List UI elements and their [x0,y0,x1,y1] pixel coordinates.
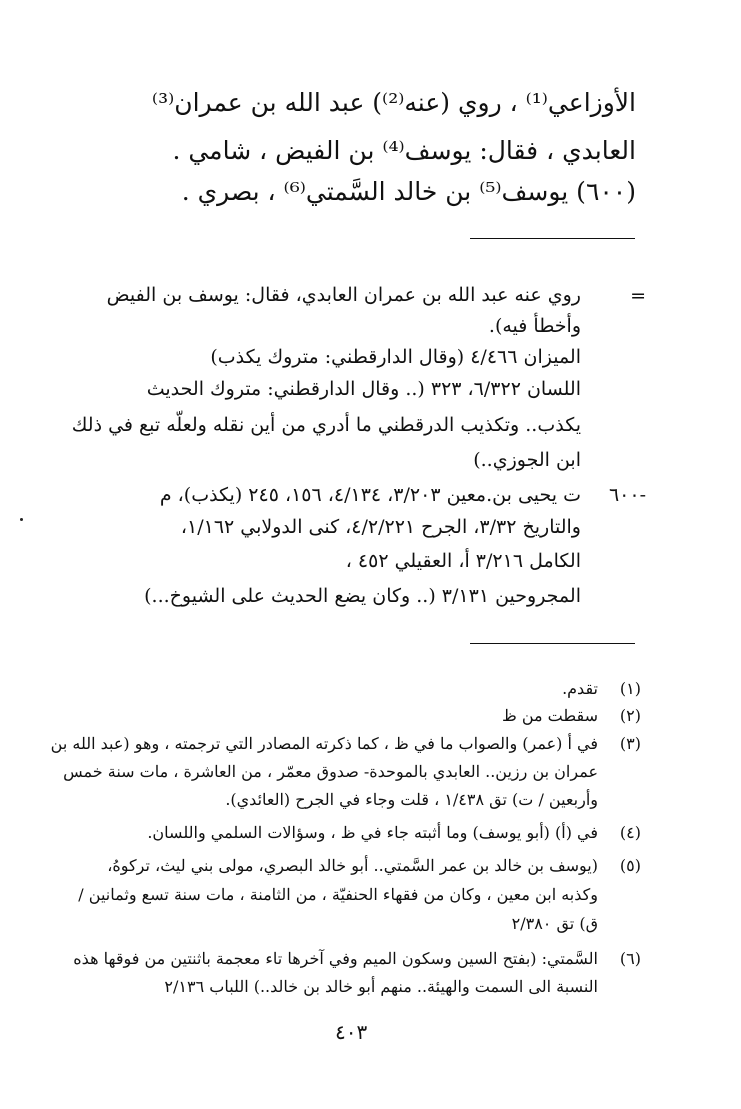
commentary-line: ت يحيى بن.معين ٣/٢٠٣، ٤/١٣٤، ١٥٦، ٢٤٥ (يكذب)، م [159,484,581,506]
continuation-marker: = [630,285,646,307]
main-text-line-2: العابدي ، فقال: يوسف⁽⁴⁾ بن الفيض ، شامي . [172,136,636,165]
footnote-text: عمران بن رزين.. العابدي بالموحدة- صدوق معمّر ، من العاشرة ، مات سنة خمس [63,762,598,781]
margin-speck [20,518,23,521]
entry-number: ٦٠٠- [608,484,646,506]
footnote-text: وأربعين / ت) تق ١/٤٣٨ ، قلت وجاء في الجرح (العائدي). [225,790,598,809]
footnote-text: وكذبه ابن معين ، وكان من فقهاء الحنفيّة ، من الثامنة ، مات سنة تسع وثمانين / [78,885,598,904]
footnote-number: (٥) [619,856,641,875]
footnote-number: (٣) [619,734,641,753]
footnote-number: (٢) [619,706,641,725]
main-text-separator [470,238,635,239]
commentary-line: والتاريخ ٣/٣٢، الجرح ٤/٢/٢٢١، كنى الدولابي ١/١٦٢، [180,516,581,538]
footnote-text: في أ (عمر) والصواب ما في ظ ، كما ذكرته المصادر التي ترجمته ، وهو (عبد الله بن [50,734,598,753]
footnote-separator [470,643,635,644]
commentary-line: الميزان ٤/٤٦٦ (وقال الدارقطني: متروك يكذب) [210,346,581,368]
footnote-text: ق) تق ٢/٣٨٠ [511,914,598,933]
footnote-number: (٦) [619,949,641,968]
commentary-line: وأخطأ فيه). [488,315,581,337]
footnote-text: النسبة الى السمت والهيئة.. منهم أبو خالد بن خالد..) اللباب ٢/١٣٦ [164,977,598,996]
footnote-number: (٤) [619,823,641,842]
commentary-line: اللسان ٦/٣٢٢، ٣٢٣ (.. وقال الدارقطني: متروك الحديث [146,378,581,400]
main-text-line-3: (٦٠٠) يوسف⁽⁵⁾ بن خالد السَّمتي⁽⁶⁾ ، بصري . [181,177,636,206]
commentary-line: ابن الجوزي..) [473,449,581,471]
commentary-line: روي عنه عبد الله بن عمران العابدي، فقال: يوسف بن الفيض [106,284,581,306]
footnote-text: في (أ) (أبو يوسف) وما أثبته جاء في ظ ، وسؤالات السلمي واللسان. [147,823,598,842]
footnote-text: تقدم. [562,679,598,698]
commentary-line: المجروحين ٣/١٣١ (.. وكان يضع الحديث على الشيوخ...) [144,585,581,607]
footnote-number: (١) [619,679,641,698]
footnote-text: السَّمتي: (بفتح السين وسكون الميم وفي آخرها تاء معجمة باثنتين من فوقها هذه [73,949,598,968]
footnote-text: (يوسف بن خالد بن عمر السَّمتي.. أبو خالد البصري، مولى بني ليث، تركوهُ، [107,856,598,875]
commentary-line: يكذب.. وتكذيب الدرقطني ما أدري من أين نقله ولعلّه تبع في ذلك [71,414,581,436]
commentary-line: الكامل ٣/٢١٦ أ، العقيلي ٤٥٢ ، [345,550,581,572]
main-text-line-1: الأوزاعي⁽¹⁾ ، روي (عنه⁽²⁾) عبد الله بن عمران⁽³⁾ [151,88,636,117]
page-number: ٤٠٣ [335,1020,368,1044]
footnote-text: سقطت من ظ [501,706,598,725]
